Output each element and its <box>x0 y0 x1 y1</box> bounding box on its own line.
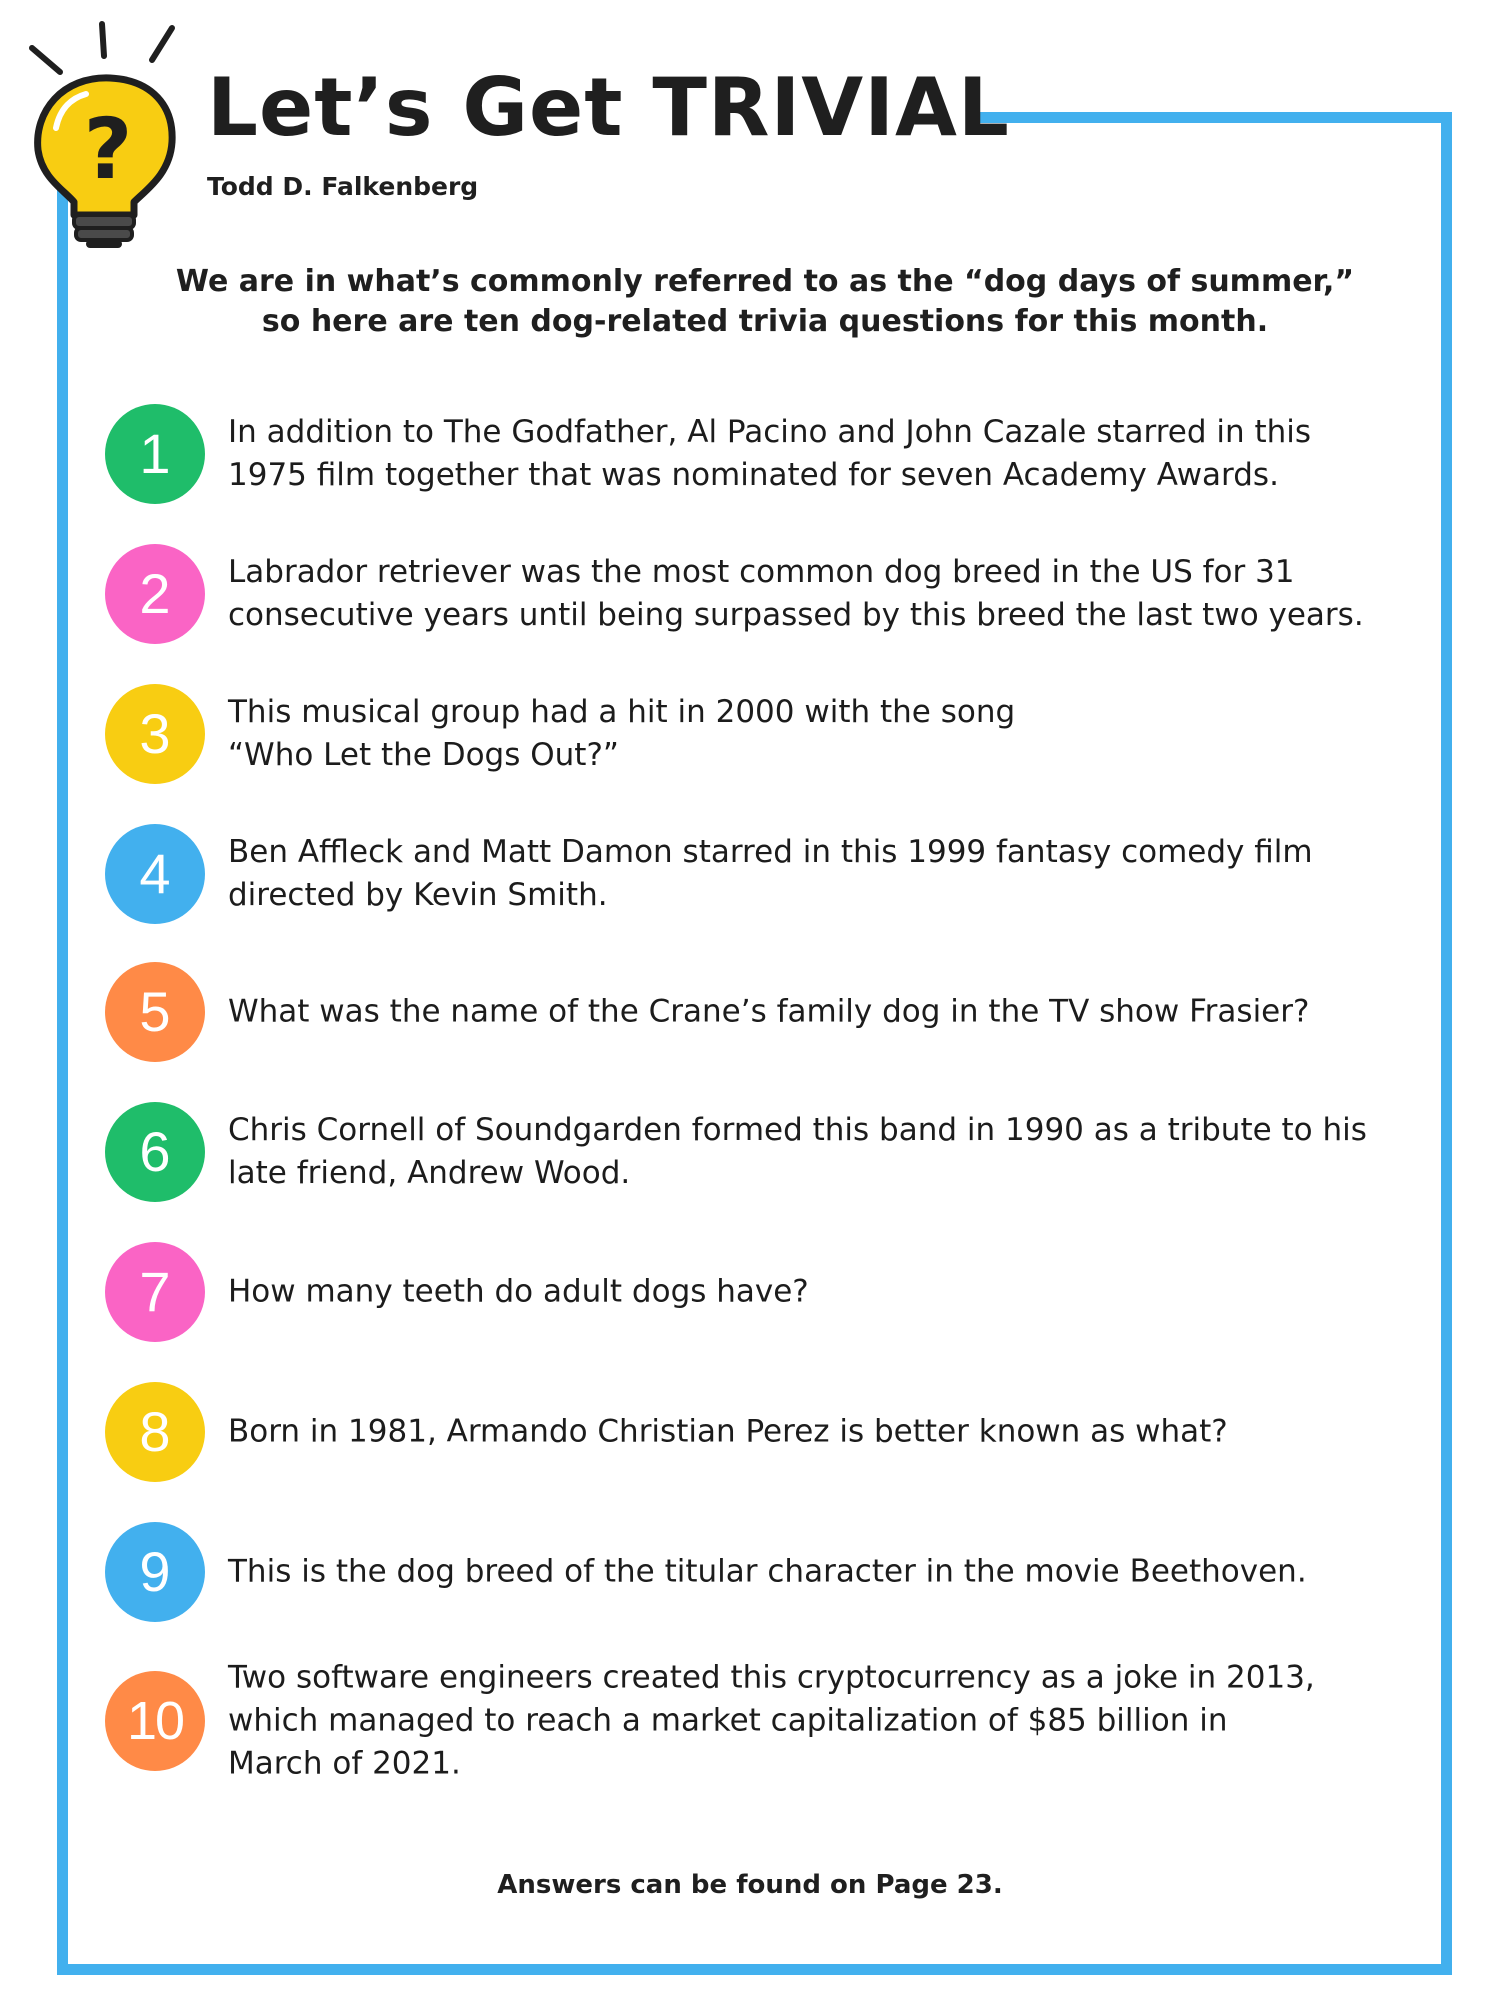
question-line: This musical group had a hit in 2000 with the song <box>228 694 1016 730</box>
question-number-badge: 6 <box>105 1102 205 1202</box>
question-line: What was the name of the Crane’s family dog in the TV show Frasier? <box>228 993 1310 1030</box>
question-item <box>105 544 1425 644</box>
question-number-badge: 1 <box>105 404 205 504</box>
question-item <box>105 824 1425 924</box>
question-line: Born in 1981, Armando Christian Perez is better known as what? <box>228 1413 1228 1450</box>
question-number-badge: 5 <box>105 962 205 1062</box>
question-line: 1975 film together that was nominated for seven Academy Awards. <box>228 457 1279 493</box>
question-item <box>105 1659 1425 1782</box>
question-item <box>105 1382 1425 1482</box>
question-line: consecutive years until being surpassed by this breed the last two years. <box>228 597 1364 633</box>
question-text <box>228 831 1428 917</box>
question-text <box>228 1657 1428 1786</box>
question-number-badge: 7 <box>105 1242 205 1342</box>
question-line: March of 2021. <box>228 1745 461 1782</box>
question-line: Labrador retriever was the most common dog breed in the US for 31 <box>228 554 1295 590</box>
question-number-badge: 10 <box>105 1671 205 1771</box>
question-line: which managed to reach a market capitalization of $85 billion in <box>228 1702 1228 1739</box>
question-text <box>228 1551 1428 1594</box>
question-line: Ben Affleck and Matt Damon starred in this 1999 fantasy comedy film <box>228 834 1313 870</box>
question-line: Chris Cornell of Soundgarden formed this band in 1990 as a tribute to his <box>228 1112 1367 1148</box>
question-item <box>105 404 1425 504</box>
question-number-badge: 9 <box>105 1522 205 1622</box>
question-number-badge: 4 <box>105 824 205 924</box>
question-line: In addition to The Godfather, Al Pacino and John Cazale starred in this <box>228 414 1312 450</box>
question-item <box>105 684 1425 784</box>
question-text <box>228 411 1428 497</box>
question-number-badge: 8 <box>105 1382 205 1482</box>
question-text <box>228 991 1428 1034</box>
question-item <box>105 1522 1425 1622</box>
question-line: late friend, Andrew Wood. <box>228 1155 631 1191</box>
question-number-badge: 3 <box>105 684 205 784</box>
intro-line: We are in what’s commonly referred to as the “dog days of summer,” <box>175 264 1355 299</box>
answers-note: Answers can be found on Page 23. <box>497 1870 1003 1900</box>
intro-text <box>120 262 1410 342</box>
page-title: Let’s Get TRIVIAL <box>207 61 1010 154</box>
svg-text:?: ? <box>83 100 133 198</box>
question-line: Two software engineers created this cryptocurrency as a joke in 2013, <box>228 1659 1315 1696</box>
question-text <box>228 551 1428 637</box>
question-text <box>228 691 1428 777</box>
intro-line: so here are ten dog-related trivia questions for this month. <box>261 304 1269 339</box>
question-number-badge: 2 <box>105 544 205 644</box>
question-text <box>228 1109 1428 1195</box>
question-item <box>105 962 1425 1062</box>
author-name: Todd D. Falkenberg <box>207 172 479 201</box>
question-lightbulb-icon <box>12 10 182 250</box>
question-item <box>105 1102 1425 1202</box>
question-line: How many teeth do adult dogs have? <box>228 1273 809 1310</box>
question-text <box>228 1411 1428 1454</box>
question-line: directed by Kevin Smith. <box>228 877 608 913</box>
question-item <box>105 1242 1425 1342</box>
question-line: This is the dog breed of the titular character in the movie Beethoven. <box>228 1553 1307 1590</box>
question-line: “Who Let the Dogs Out?” <box>228 737 619 773</box>
question-text <box>228 1271 1428 1314</box>
